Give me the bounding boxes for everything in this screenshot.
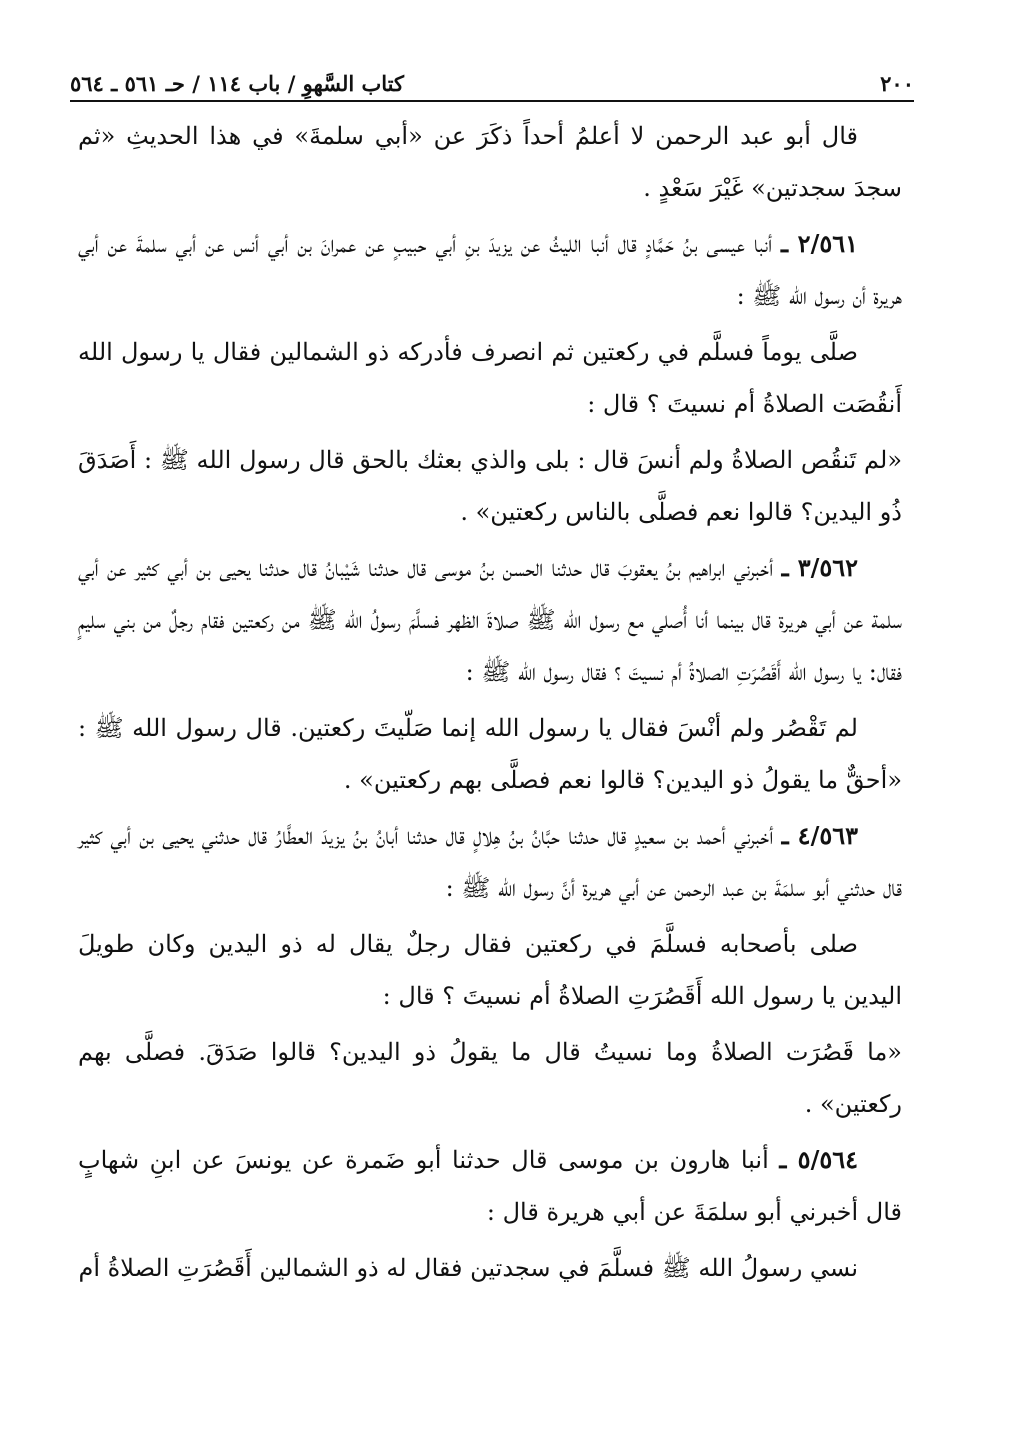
paragraph-6	[78, 702, 902, 806]
paragraph-1	[78, 110, 902, 214]
paragraph-7-text: أخبرني أحمد بن سعيدٍ قال حدثنا حبَّانُ بنُ هِلالٍ قال حدثنا أبانُ بنُ يزيدَ العطَّارُ قال حدثني يحيى بن أبي كثير قال حدثني أبو سلمَةَ بن عبد الرحمن عن أبي هريرة أنَّ رسول الله ﷺ :	[78, 822, 902, 902]
paragraph-6-text: لم تَقْصُر ولم أنْسَ فقال يا رسول الله إنما صَلّيتَ ركعتين. قال رسول الله ﷺ : «أحقٌّ ما يقولُ ذو اليدين؟ قالوا نعم فصلَّى بهم ركعتين» .	[78, 714, 902, 794]
paragraph-5-text: أخبرني ابراهيم بنُ يعقوبَ قال حدثنا الحسن بنُ موسى قال حدثنا شَيْبانُ قال حدثنا يحيى بن أبي كثير عن أبي سلمة عن أبي هريرة قال بينما أنا أُصلي مع رسول الله ﷺ صلاةَ الظهر فسلَّمَ رسولُ الله ﷺ من ركعتين فقام رجلٌ من بني سليمٍ فقال: يا رسول الله أَقَصُرَتِ الصلاةُ أم نسيتَ ؟ فقال رسول الله ﷺ :	[78, 554, 902, 686]
page-body	[78, 110, 902, 1294]
paragraph-2	[78, 218, 902, 322]
header-rule	[70, 100, 914, 102]
paragraph-2-text: أنبا عيسى بنُ حَمَّادٍ قال أنبا الليثُ عن يزيدَ بنِ أبي حبيبٍ عن عمرانَ بن أبي أنس عن أبي سلمةَ عن أبي هريرة أن رسول الله ﷺ :	[78, 230, 902, 310]
hadith-number: ٤/٥٦٣ ـ	[781, 821, 858, 850]
paragraph-3	[78, 326, 902, 430]
paragraph-10-text: أنبا هارون بن موسى قال حدثنا أبو ضَمرة عن يونسَ عن ابنِ شهابٍ قال أخبرني أبو سلمَةَ عن أبي هريرة قال :	[78, 1146, 902, 1226]
paragraph-8-text: صلى بأصحابه فسلَّمَ في ركعتين فقال رجلٌ يقال له ذو اليدين وكان طويلَ اليدين يا رسول الله أَقَصُرَتِ الصلاةُ أم نسيتَ ؟ قال :	[78, 930, 902, 1010]
hadith-number: ٢/٥٦١ ـ	[781, 229, 858, 258]
paragraph-10	[78, 1134, 902, 1238]
paragraph-9-text: «ما قَصُرَت الصلاةُ وما نسيتُ قال ما يقولُ ذو اليدين؟ قالوا صَدَقَ. فصلَّى بهم ركعتين» .	[78, 1038, 902, 1118]
paragraph-11	[78, 1242, 902, 1294]
running-title: كتاب السَّهوِ / باب ١١٤ / حـ ٥٦١ ـ ٥٦٤	[70, 71, 404, 96]
paragraph-7	[78, 810, 902, 914]
paragraph-8	[78, 918, 902, 1022]
hadith-number: ٣/٥٦٢ ـ	[781, 553, 859, 582]
paragraph-4-text: «لم تَنقُص الصلاةُ ولم أنسَ قال : بلى والذي بعثك بالحق قال رسول الله ﷺ : أَصَدَقَ ذُو اليدين؟ قالوا نعم فصلَّى بالناس ركعتين» .	[78, 446, 902, 526]
paragraph-3-text: صلَّى يوماً فسلَّم في ركعتين ثم انصرف فأدركه ذو الشمالين فقال يا رسول الله أَنقُصَت الصلاةُ أم نسيتَ ؟ قال :	[78, 338, 902, 418]
hadith-number: ٥/٥٦٤ ـ	[779, 1145, 858, 1174]
page-header	[70, 62, 914, 100]
paragraph-1-text: قال أبو عبد الرحمن لا أعلمُ أحداً ذكَرَ عن «أبي سلمةَ» في هذا الحديثِ «ثم سجدَ سجدتين» غَيْرَ سَعْدٍ .	[78, 122, 902, 202]
paragraph-4	[78, 434, 902, 538]
paragraph-9	[78, 1026, 902, 1130]
paragraph-11-text: نسي رسولُ الله ﷺ فسلَّمَ في سجدتين فقال له ذو الشمالين أَقَصُرَتِ الصلاةُ أم	[78, 1254, 858, 1282]
page-number: ٢٠٠	[880, 71, 914, 96]
paragraph-5	[78, 542, 902, 698]
